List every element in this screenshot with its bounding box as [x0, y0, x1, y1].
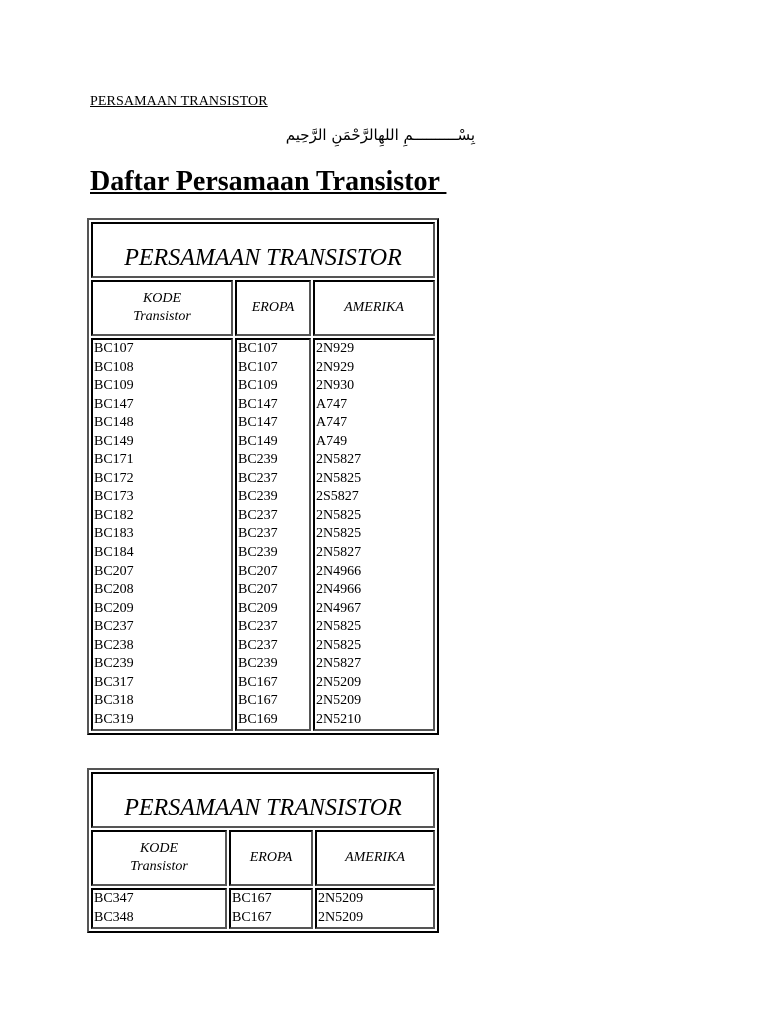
transistor-table-1	[87, 218, 439, 735]
cell-eropa: BC109	[238, 378, 278, 394]
cell-kode: BC348	[94, 909, 134, 925]
cell-kode: BC171	[94, 452, 134, 468]
transistor-table-2	[87, 768, 439, 933]
cell-kode: BC173	[94, 489, 134, 505]
cell-amerika: 2N4966	[316, 582, 362, 598]
cell-kode: BC184	[94, 545, 134, 561]
cell-eropa: BC237	[238, 637, 278, 653]
cell-eropa: BC167	[238, 674, 278, 690]
cell-amerika: A747	[316, 396, 348, 412]
cell-kode: BC182	[94, 507, 134, 523]
cell-eropa: BC239	[238, 452, 278, 468]
header-kode	[91, 830, 227, 886]
cell-amerika: 2N5827	[316, 656, 362, 672]
cell-kode: BC209	[94, 600, 134, 616]
cell-amerika: 2N5210	[316, 711, 362, 727]
cell-kode: BC319	[94, 711, 134, 727]
cell-kode: BC109	[94, 378, 134, 394]
cell-amerika: 2N4967	[316, 600, 362, 616]
cell-kode: BC107	[94, 341, 134, 356]
cell-eropa: BC239	[238, 656, 278, 672]
cell-amerika: 2N5825	[316, 619, 362, 635]
cell-amerika: 2N5825	[316, 526, 362, 542]
kode-column	[91, 338, 233, 731]
cell-amerika: 2N5825	[316, 637, 362, 653]
cell-amerika: 2N5827	[316, 452, 362, 468]
cell-kode: BC148	[94, 415, 134, 431]
bismillah-text: بِسْــــــــــمِ اللهِالرَّحْمَنِ الرَّحِيم	[285, 126, 475, 144]
cell-kode: BC208	[94, 582, 134, 598]
cell-eropa: BC237	[238, 470, 278, 486]
page-title: Daftar Persamaan Transistor	[90, 166, 447, 197]
header-kode	[91, 280, 233, 336]
cell-amerika: 2N930	[316, 378, 355, 394]
cell-amerika: 2N929	[316, 359, 355, 375]
cell-kode: BC318	[94, 693, 134, 709]
cell-eropa: BC149	[238, 433, 278, 449]
amerika-column	[313, 338, 435, 731]
cell-eropa: BC107	[238, 341, 278, 356]
kode-column	[91, 888, 227, 929]
cell-eropa: BC167	[238, 693, 278, 709]
cell-eropa: BC207	[238, 582, 278, 598]
header-title: PERSAMAAN TRANSISTOR	[90, 94, 268, 109]
header-amerika: AMERIKA	[313, 280, 435, 336]
cell-eropa: BC239	[238, 545, 278, 561]
cell-eropa: BC167	[232, 891, 272, 906]
cell-amerika: 2N5209	[318, 909, 364, 925]
cell-kode: BC237	[94, 619, 134, 635]
cell-eropa: BC107	[238, 359, 278, 375]
cell-kode: BC207	[94, 563, 134, 579]
cell-amerika: A747	[316, 415, 348, 431]
cell-kode: BC108	[94, 359, 134, 375]
cell-eropa: BC209	[238, 600, 278, 616]
cell-kode: BC149	[94, 433, 134, 449]
cell-kode: BC172	[94, 470, 134, 486]
header-kode-line1: KODE	[139, 841, 179, 856]
eropa-column	[235, 338, 311, 731]
cell-eropa: BC167	[232, 909, 272, 925]
cell-amerika: 2N5827	[316, 545, 362, 561]
cell-eropa: BC237	[238, 507, 278, 523]
cell-kode: BC147	[94, 396, 134, 412]
cell-eropa: BC147	[238, 415, 278, 431]
cell-amerika: 2S5827	[316, 489, 359, 505]
header-kode-line2: Transistor	[133, 309, 191, 324]
header-amerika: AMERIKA	[315, 830, 435, 886]
cell-eropa: BC237	[238, 526, 278, 542]
cell-amerika: 2N5209	[316, 674, 362, 690]
cell-amerika: 2N929	[316, 341, 355, 356]
cell-amerika: 2N5209	[316, 693, 362, 709]
header-kode-line2: Transistor	[130, 859, 188, 874]
cell-amerika: 2N5825	[316, 507, 362, 523]
cell-eropa: BC239	[238, 489, 278, 505]
cell-kode: BC317	[94, 674, 134, 690]
amerika-column	[315, 888, 435, 929]
cell-kode: BC239	[94, 656, 134, 672]
cell-eropa: BC207	[238, 563, 278, 579]
cell-amerika: 2N5825	[316, 470, 362, 486]
cell-amerika: 2N5209	[318, 891, 364, 906]
eropa-column	[229, 888, 313, 929]
table-caption: PERSAMAAN TRANSISTOR	[91, 222, 435, 278]
cell-amerika: A749	[316, 433, 348, 449]
header-eropa: EROPA	[229, 830, 313, 886]
header-eropa: EROPA	[235, 280, 311, 336]
cell-kode: BC183	[94, 526, 134, 542]
cell-kode: BC238	[94, 637, 134, 653]
cell-eropa: BC147	[238, 396, 278, 412]
header-kode-line1: KODE	[142, 291, 182, 306]
table-caption: PERSAMAAN TRANSISTOR	[91, 772, 435, 828]
cell-eropa: BC237	[238, 619, 278, 635]
cell-amerika: 2N4966	[316, 563, 362, 579]
cell-eropa: BC169	[238, 711, 278, 727]
cell-kode: BC347	[94, 891, 134, 906]
